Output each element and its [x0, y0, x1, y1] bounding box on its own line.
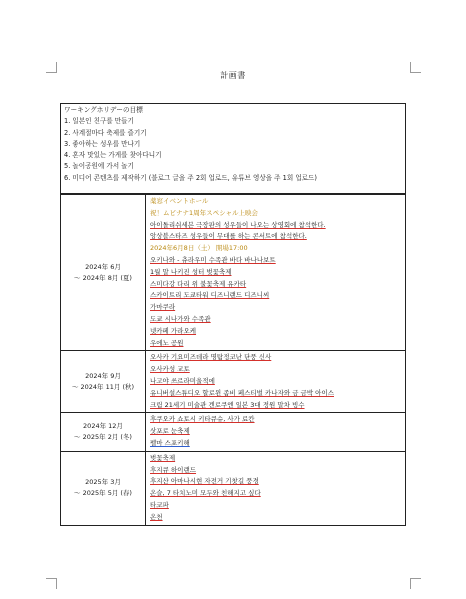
activity-item: 유니버설스튜디오 할로윈 좀비 페스티벌 카나자와 금 금박 아이스 [150, 388, 334, 397]
period-start: 2025年 3月 [85, 478, 121, 487]
activity-item: 도쿄 시나가와 수족관 [150, 314, 211, 323]
activity-item: 후지산 아마나시현 자전거 기찻길 풍경 [150, 477, 259, 486]
period-row-summer [61, 195, 406, 351]
activity-item: 스카이트리 도쿄타워 디즈니랜드 디즈니씨 [150, 291, 270, 300]
activity-item: 가마쿠라 [150, 303, 176, 312]
period-row-winter [61, 413, 406, 451]
goal-item: 1. 일본인 친구를 만들기 [64, 117, 134, 126]
period-start: 2024年 12月 [83, 422, 123, 431]
activity-item: 타코파 [150, 500, 169, 509]
period-end: ～ 2025年 2月 (冬) [74, 433, 132, 442]
activity-item: 오사카성 교토 [150, 365, 190, 374]
period-row-autumn [61, 351, 406, 413]
activities-cell [146, 451, 406, 525]
activity-item: 오키나와 - 츄라우미 수족관 바다 바나나보트 [150, 255, 276, 264]
activity-item: 벚꽃축제 [150, 453, 176, 462]
plan-table [60, 194, 406, 526]
period-cell [61, 451, 146, 525]
period-end: ～ 2024年 8月 (夏) [74, 273, 132, 282]
document-title: 計画書 [220, 71, 246, 80]
activity-item: 후쿠오카 쇼토시 키타큐슈, 사가 료칸 [150, 415, 255, 424]
period-cell [61, 195, 146, 351]
activity-item: 스미다강 다리 위 불꽃축제 유카타 [150, 279, 247, 288]
period-end: ～ 2025年 5月 (春) [74, 489, 132, 498]
goals-heading: ワーキングホリデーの目標 [64, 106, 143, 114]
activity-item: 앙상블스타즈 성우들이 무대를 하는 콘서트에 참석한다. [150, 232, 307, 241]
crop-mark-bottom-right [410, 578, 421, 589]
activity-item: 아이돌리쉬세븐 극장판의 성우들이 나오는 상영회에 참석한다. [150, 220, 326, 229]
activity-item: 펠마 스포키해 [150, 438, 190, 447]
period-start: 2024年 9月 [85, 371, 121, 380]
activities-cell [146, 351, 406, 413]
period-end: ～ 2024年 11月 (秋) [71, 382, 135, 391]
activity-item: 넷카페 가라오케 [150, 326, 197, 335]
period-cell [61, 413, 146, 451]
activity-item: 薬窓イベントホール [150, 197, 209, 205]
activities-cell [146, 413, 406, 451]
activity-item: 삿포로 눈축제 [150, 427, 190, 436]
goal-item: 2. 사계절마다 축제를 즐기기 [64, 128, 147, 137]
goal-item: 5. 놀이공원에 가서 놀기 [64, 162, 134, 171]
activity-item: 오사카 기요미즈데라 명탐정코난 단풍 신사 [150, 353, 272, 362]
goals-box [60, 103, 406, 194]
activity-item: 크림 21세기 미술관 겐로쿠엔 일본 3대 정원 말차 빙수 [150, 400, 305, 409]
activity-item: 1월 말 나키진 성터 벚꽃축제 [150, 267, 232, 276]
activity-item: 우에노 공원 [150, 338, 184, 347]
activity-item: 온슬, 7 타치노미 모두와 친해지고 싶다 [150, 489, 261, 498]
period-row-spring [61, 451, 406, 525]
activity-item: 후지큐 하이랜드 [150, 465, 197, 474]
activity-item: 온천 [150, 512, 163, 521]
activity-item: 祝！ムビナナ1周年スペシャル上映会 [150, 208, 259, 217]
goal-item: 4. 혼자 맛있는 가게를 찾아다니기 [64, 151, 162, 160]
goal-item: 6. 미디어 콘텐츠를 제작하기 (블로그 글을 주 2회 업로드, 유튜브 영상을 주 1회 업로드) [64, 173, 317, 182]
goal-item: 3. 좋아하는 성우를 만나기 [64, 139, 141, 148]
activities-cell [146, 195, 406, 351]
activity-item: 나고야 쓰르라미울적에 [150, 376, 215, 385]
activity-item: 2024年6月8日（土） 開場17:00 [150, 244, 248, 253]
crop-mark-bottom-left [46, 578, 57, 589]
period-start: 2024年 6月 [85, 262, 121, 271]
period-cell [61, 351, 146, 413]
